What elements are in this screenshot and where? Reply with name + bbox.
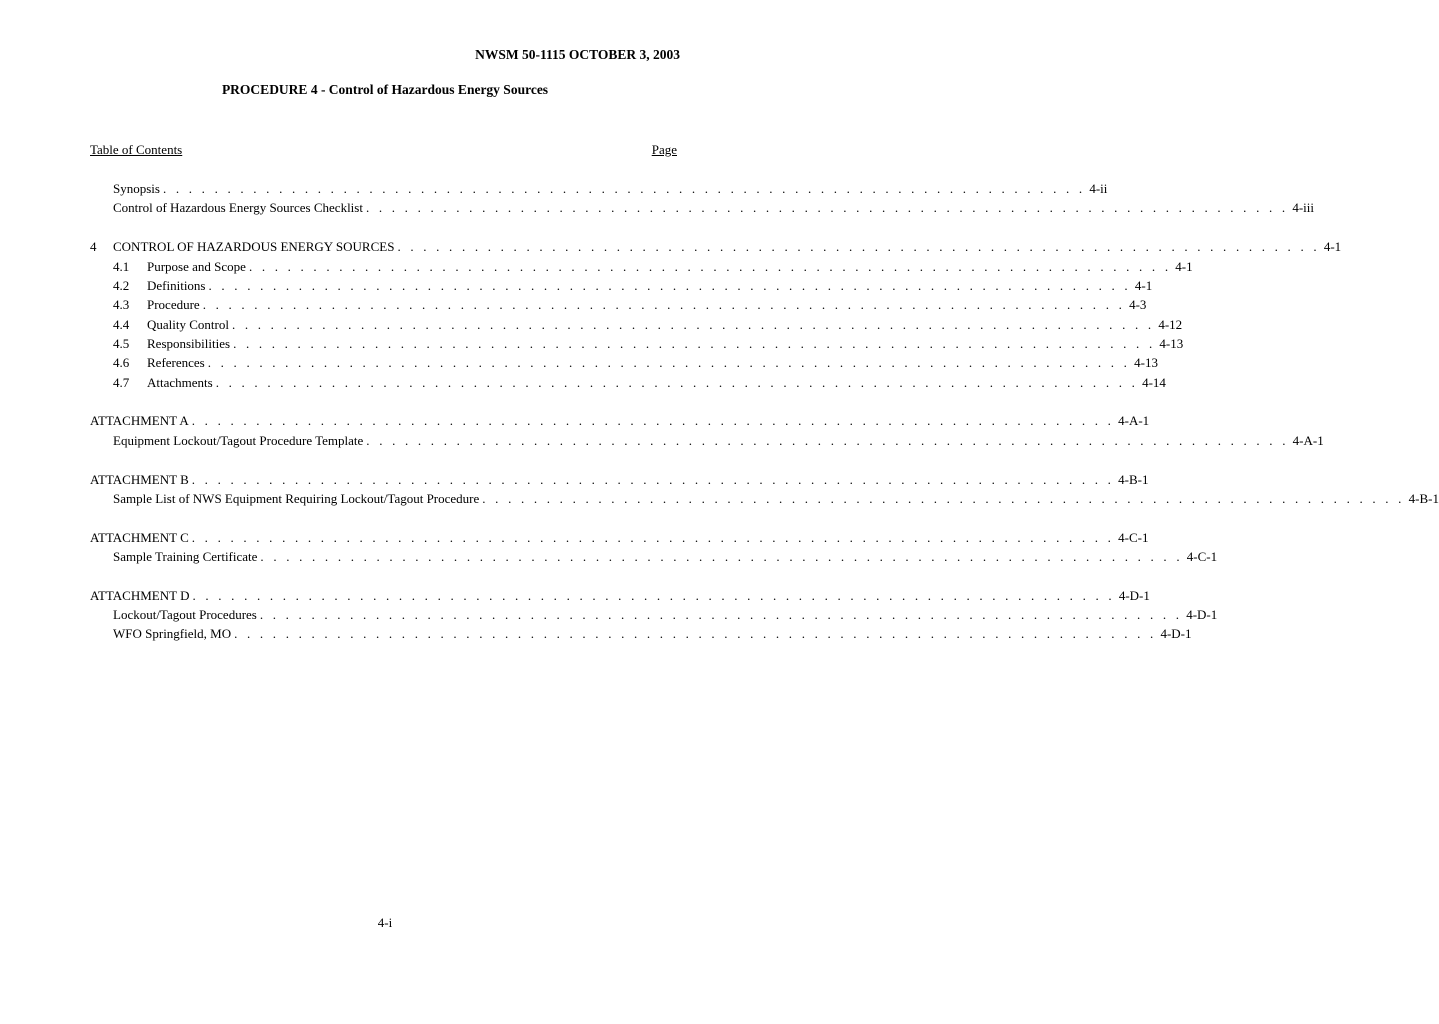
section-number: 4.7 bbox=[113, 375, 130, 390]
toc-entry-page: 4-iii bbox=[1292, 200, 1314, 215]
toc-entry-page: 4-D-1 bbox=[1160, 626, 1192, 641]
toc-entry-page: 4-A-1 bbox=[1292, 433, 1324, 448]
toc-entry-text: Purpose and Scope bbox=[147, 259, 246, 274]
section-number: 4.2 bbox=[113, 278, 130, 293]
toc-entry-attachment-d[interactable] bbox=[90, 587, 1150, 605]
dot-leader: . . . . . . . . . . . . . . . . . . . . . . . . . . . . . . . . . . . . . . . . . . . . . . . . . . . . . . . . . . . . . . . . . . . . . . . . bbox=[366, 433, 1289, 448]
toc-entry-text: ATTACHMENT B bbox=[90, 472, 189, 487]
toc-entry-page: 4-13 bbox=[1134, 355, 1158, 370]
toc-heading: Table of Contents bbox=[90, 142, 183, 157]
dot-leader: . . . . . . . . . . . . . . . . . . . . . . . . . . . . . . . . . . . . . . . . . . . . . . . . . . . . . . . . . . . . . . . . . . . . . . . . bbox=[482, 491, 1405, 506]
toc-entry-text: Synopsis bbox=[113, 181, 160, 196]
toc-entry-text: Control of Hazardous Energy Sources Checklist bbox=[113, 200, 363, 215]
toc-entry-page: 4-1 bbox=[1323, 239, 1342, 254]
page-column-heading: Page bbox=[651, 142, 677, 157]
toc-entry-text: Lockout/Tagout Procedures bbox=[113, 607, 257, 622]
page-number: 4-i bbox=[377, 915, 393, 930]
toc-entry-text: Equipment Lockout/Tagout Procedure Template bbox=[113, 433, 364, 448]
toc-entry-attachment-item[interactable] bbox=[113, 625, 1192, 643]
dot-leader: . . . . . . . . . . . . . . . . . . . . . . . . . . . . . . . . . . . . . . . . . . . . . . . . . . . . . . . . . . . . . . . . . . . . . . . . bbox=[397, 239, 1320, 254]
toc-entry-attachment-item[interactable] bbox=[113, 432, 1324, 450]
dot-leader: . . . . . . . . . . . . . . . . . . . . . . . . . . . . . . . . . . . . . . . . . . . . . . . . . . . . . . . . . . . . . . . . . . . . . . . . bbox=[191, 413, 1115, 428]
toc-entry-attachment-item[interactable] bbox=[113, 490, 1439, 508]
toc-entry-page: 4-C-1 bbox=[1118, 530, 1149, 545]
dot-leader: . . . . . . . . . . . . . . . . . . . . . . . . . . . . . . . . . . . . . . . . . . . . . . . . . . . . . . . . . . . . . . . . . . . . . . . . bbox=[191, 530, 1115, 545]
toc-entry-text: Procedure bbox=[147, 297, 200, 312]
toc-entry-page: 4-B-1 bbox=[1118, 472, 1149, 487]
dot-leader: . . . . . . . . . . . . . . . . . . . . . . . . . . . . . . . . . . . . . . . . . . . . . . . . . . . . . . . . . . . . . . . . . . . . . . . . bbox=[202, 297, 1126, 312]
section-number: 4.5 bbox=[113, 336, 130, 351]
toc-entry-text: ATTACHMENT A bbox=[90, 413, 189, 428]
page-title: PROCEDURE 4 - Control of Hazardous Energy Sources bbox=[221, 82, 549, 97]
toc-entry-text: Quality Control bbox=[147, 317, 229, 332]
toc-entry-section[interactable] bbox=[113, 374, 1166, 392]
toc-entry-page: 4-D-1 bbox=[1118, 588, 1150, 603]
chapter-number: 4 bbox=[90, 239, 97, 254]
dot-leader: . . . . . . . . . . . . . . . . . . . . . . . . . . . . . . . . . . . . . . . . . . . . . . . . . . . . . . . . . . . . . . . . . . . . . . . . bbox=[208, 278, 1131, 293]
toc-entry-attachment-item[interactable] bbox=[113, 548, 1218, 566]
toc-entry-page: 4-1 bbox=[1134, 278, 1153, 293]
toc-entry-text: Sample Training Certificate bbox=[113, 549, 258, 564]
toc-entry-text: ATTACHMENT D bbox=[90, 588, 190, 603]
toc-entry-section[interactable] bbox=[113, 335, 1184, 353]
section-number: 4.1 bbox=[113, 259, 130, 274]
toc-entry-checklist[interactable] bbox=[113, 199, 1314, 217]
toc-entry-synopsis[interactable] bbox=[113, 180, 1108, 198]
toc-entry-section[interactable] bbox=[113, 296, 1147, 314]
dot-leader: . . . . . . . . . . . . . . . . . . . . . . . . . . . . . . . . . . . . . . . . . . . . . . . . . . . . . . . . . . . . . . . . . . . . . . . . bbox=[215, 375, 1139, 390]
toc-entry-section[interactable] bbox=[113, 316, 1183, 334]
section-number: 4.3 bbox=[113, 297, 130, 312]
toc-entry-page: 4-A-1 bbox=[1118, 413, 1150, 428]
toc-entry-page: 4-3 bbox=[1129, 297, 1147, 312]
dot-leader: . . . . . . . . . . . . . . . . . . . . . . . . . . . . . . . . . . . . . . . . . . . . . . . . . . . . . . . . . . . . . . . . . . . . . . . . bbox=[259, 607, 1183, 622]
section-number: 4.4 bbox=[113, 317, 130, 332]
toc-entry-section[interactable] bbox=[113, 277, 1153, 295]
toc-entry-section[interactable] bbox=[113, 354, 1158, 372]
toc-entry-page: 4-D-1 bbox=[1186, 607, 1218, 622]
toc-entry-page: 4-B-1 bbox=[1408, 491, 1439, 506]
toc-entry-attachment-a[interactable] bbox=[90, 412, 1150, 430]
dot-leader: . . . . . . . . . . . . . . . . . . . . . . . . . . . . . . . . . . . . . . . . . . . . . . . . . . . . . . . . . . . . . . . . . . . . . . . . bbox=[233, 336, 1156, 351]
toc-entry-text: Responsibilities bbox=[147, 336, 231, 351]
toc-entry-page: 4-14 bbox=[1142, 375, 1166, 390]
toc-entry-page: 4-C-1 bbox=[1186, 549, 1218, 564]
dot-leader: . . . . . . . . . . . . . . . . . . . . . . . . . . . . . . . . . . . . . . . . . . . . . . . . . . . . . . . . . . . . . . . . . . . . . . . . bbox=[231, 317, 1155, 332]
toc-entry-text: Attachments bbox=[147, 375, 213, 390]
dot-leader: . . . . . . . . . . . . . . . . . . . . . . . . . . . . . . . . . . . . . . . . . . . . . . . . . . . . . . . . . . . . . . . . . . . . . . . . bbox=[191, 472, 1115, 487]
toc-entry-page: 4-1 bbox=[1175, 259, 1193, 274]
dot-leader: . . . . . . . . . . . . . . . . . . . . . . . . . . . . . . . . . . . . . . . . . . . . . . . . . . . . . . . . . . . . . . . . . . . . . . . . bbox=[207, 355, 1131, 370]
toc-entry-page: 4-13 bbox=[1159, 336, 1184, 351]
dot-leader: . . . . . . . . . . . . . . . . . . . . . . . . . . . . . . . . . . . . . . . . . . . . . . . . . . . . . . . . . . . . . . . . . . . . . . . . bbox=[260, 549, 1183, 564]
toc-entry-attachment-c[interactable] bbox=[90, 529, 1149, 547]
toc-entry-attachment-b[interactable] bbox=[90, 471, 1149, 489]
section-number: 4.6 bbox=[113, 355, 130, 370]
toc-entry-page: 4-12 bbox=[1158, 317, 1183, 332]
toc-entry-page: 4-ii bbox=[1089, 181, 1108, 196]
dot-leader: . . . . . . . . . . . . . . . . . . . . . . . . . . . . . . . . . . . . . . . . . . . . . . . . . . . . . . . . . . . . . . . . . . . . . . . . bbox=[162, 181, 1086, 196]
toc-entry-section[interactable] bbox=[113, 258, 1193, 276]
toc-entry-text: Definitions bbox=[147, 278, 206, 293]
toc-entry-text: ATTACHMENT C bbox=[90, 530, 189, 545]
toc-entry-attachment-item[interactable] bbox=[113, 606, 1218, 624]
document-header: NWSM 50-1115 OCTOBER 3, 2003 bbox=[475, 47, 680, 62]
dot-leader: . . . . . . . . . . . . . . . . . . . . . . . . . . . . . . . . . . . . . . . . . . . . . . . . . . . . . . . . . . . . . . . . . . . . . . . . bbox=[365, 200, 1289, 215]
toc-entry-text: References bbox=[147, 355, 205, 370]
dot-leader: . . . . . . . . . . . . . . . . . . . . . . . . . . . . . . . . . . . . . . . . . . . . . . . . . . . . . . . . . . . . . . . . . . . . . . . . bbox=[192, 588, 1115, 603]
dot-leader: . . . . . . . . . . . . . . . . . . . . . . . . . . . . . . . . . . . . . . . . . . . . . . . . . . . . . . . . . . . . . . . . . . . . . . . . bbox=[248, 259, 1172, 274]
toc-entry-text: CONTROL OF HAZARDOUS ENERGY SOURCES bbox=[113, 239, 395, 254]
dot-leader: . . . . . . . . . . . . . . . . . . . . . . . . . . . . . . . . . . . . . . . . . . . . . . . . . . . . . . . . . . . . . . . . . . . . . . . . bbox=[234, 626, 1157, 641]
toc-entry-text: WFO Springfield, MO bbox=[113, 626, 232, 641]
toc-entry-chapter[interactable] bbox=[90, 238, 1342, 256]
toc-entry-text: Sample List of NWS Equipment Requiring Lockout/Tagout Procedure bbox=[113, 491, 480, 506]
